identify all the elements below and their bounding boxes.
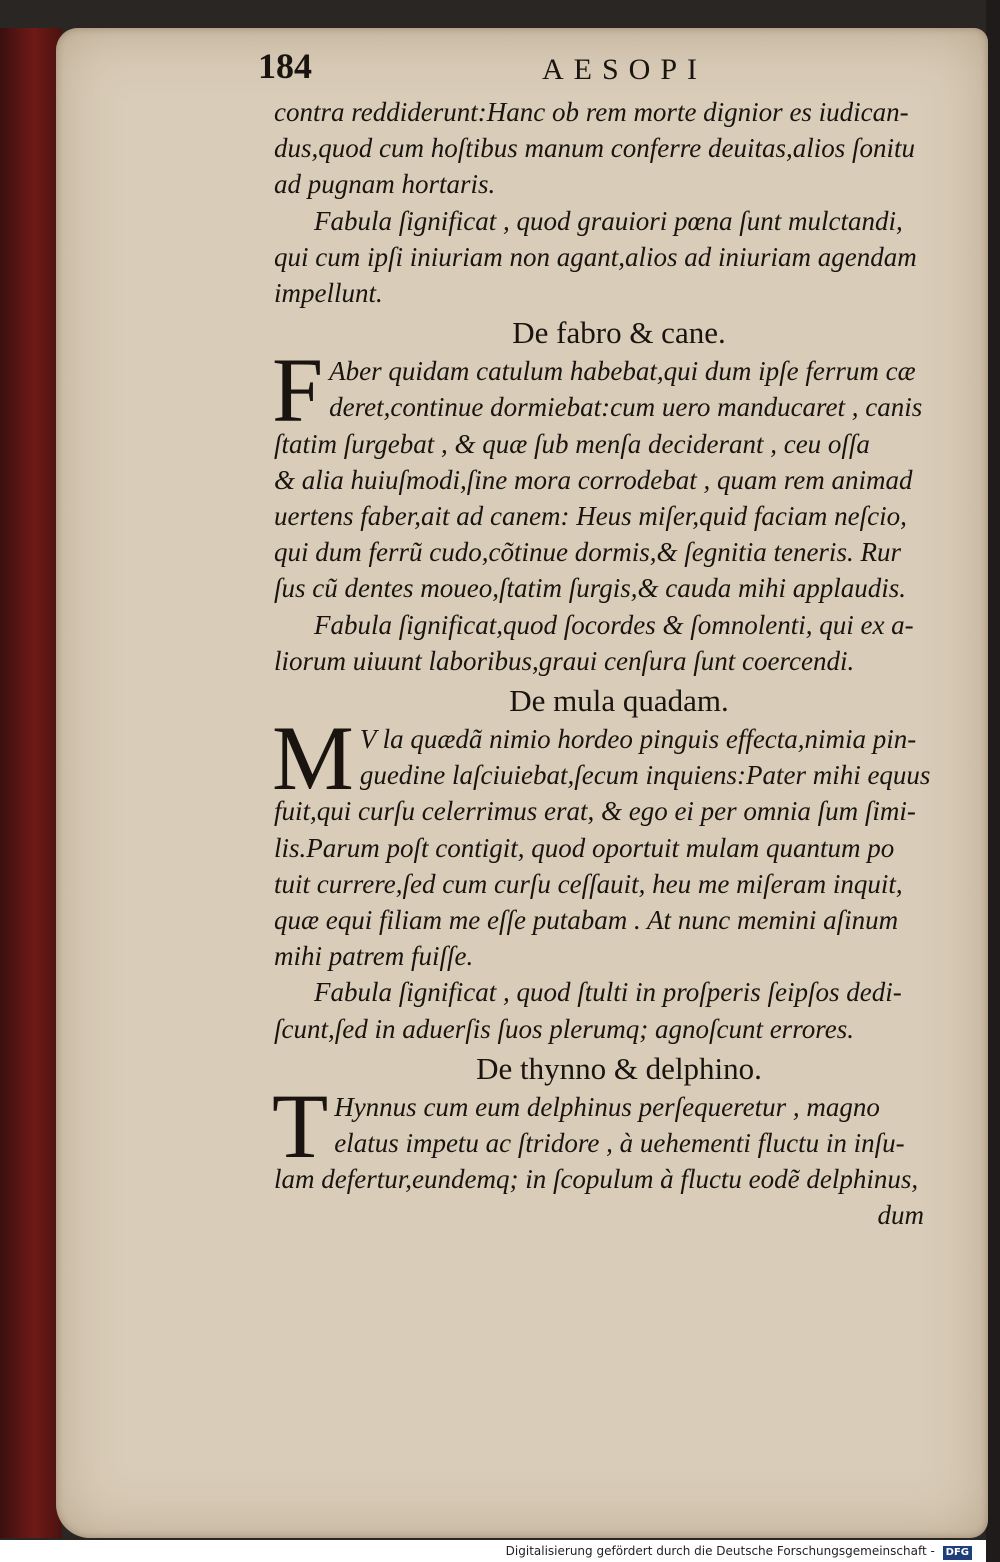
drop-cap: T (272, 1074, 329, 1177)
text-line: V la quædã nimio hordeo pinguis effecta,nimia pin- (359, 724, 917, 755)
text-line: ſtatim ſurgebat , & quæ ſub menſa deciderant , ceu oſſa (274, 428, 870, 459)
text-line: dus,quod cum hoſtibus manum conferre deuitas,alios ſonitu (274, 133, 915, 164)
text-line: guedine laſciuiebat,ſecum inquiens:Pater mihi equus (359, 760, 931, 791)
text-line: lis.Parum poſt contigit, quod oportuit mulam quantum po (274, 832, 895, 863)
text-line: deret,continue dormiebat:cum uero manducaret , canis (329, 392, 923, 423)
text-line: Hynnus cum eum delphinus perſequeretur , magno (334, 1091, 880, 1122)
page-text (258, 46, 964, 1234)
text-line: qui dum ferrũ cudo,cõtinue dormis,& ſegnitia teneris. Rur (274, 537, 901, 568)
text-line: & alia huiuſmodi,ſine mora corrodebat , quam rem animad (274, 464, 913, 495)
text-line: lam defertur,eundemq; in ſcopulum à fluctu eodẽ delphinus, (274, 1164, 919, 1195)
dfg-logo: DFG (943, 1546, 972, 1560)
drop-cap: F (272, 339, 324, 442)
moral-line: Fabula ſignificat , quod grauiori pœna ſunt mulctandi, (314, 205, 903, 236)
running-title: AESOPI (542, 53, 708, 86)
text-line: Aber quidam catulum habebat,qui dum ipſe ferrum cæ (329, 356, 916, 387)
text-line: mihi patrem fuiſſe. (274, 941, 474, 972)
moral-line: Fabula ſignificat,quod ſocordes & ſomnolenti, qui ex a- (314, 609, 914, 640)
drop-cap: M (272, 707, 354, 810)
scan-edge (986, 0, 1000, 1562)
text-line: ad pugnam hortaris. (274, 169, 496, 200)
book-spine (0, 28, 62, 1538)
footer-credit: Digitalisierung gefördert durch die Deutsche Forschungsgemeinschaft - (505, 1544, 935, 1558)
text-line: fuit,qui curſu celerrimus erat, & ego ei per omnia ſum ſimi- (274, 796, 916, 827)
fable-opening (272, 1074, 964, 1177)
text-line: tuit currere,ſed cum curſu ceſſauit, heu me miſeram inquit, (274, 868, 903, 899)
fable-opening (272, 707, 964, 810)
fable-title: De mula quadam. (509, 683, 729, 719)
text-line: elatus impetu ac ſtridore , à uehementi fluctu in inſu- (334, 1128, 905, 1159)
moral-line: impellunt. (274, 278, 383, 309)
fable-opening (272, 339, 964, 442)
text-line: contra reddiderunt:Hanc ob rem morte dignior es iudican- (274, 97, 909, 127)
moral-line: qui cum ipſi iniuriam non agant,alios ad iniuriam agendam (274, 241, 917, 272)
digitization-footer (0, 1540, 986, 1562)
catchword: dum (877, 1200, 924, 1231)
text-line: ſus cũ dentes moueo,ſtatim ſurgis,& cauda mihi applaudis. (274, 573, 906, 604)
page-number: 184 (258, 46, 312, 86)
running-head (258, 46, 964, 94)
fable-title: De fabro & cane. (512, 315, 726, 351)
moral-line: ſcunt,ſed in aduerſis ſuos plerumq; agnoſcunt errores. (274, 1013, 854, 1044)
moral-line: liorum uiuunt laboribus,graui cenſura ſunt coercendi. (274, 645, 855, 676)
fable-title: De thynno & delphino. (476, 1050, 762, 1086)
moral-line: Fabula ſignificat , quod ſtulti in proſperis ſeipſos dedi- (314, 977, 902, 1008)
text-line: uertens faber,ait ad canem: Heus miſer,quid faciam neſcio, (274, 501, 907, 532)
text-line: quæ equi filiam me eſſe putabam . At nunc memini aſinum (274, 905, 899, 936)
